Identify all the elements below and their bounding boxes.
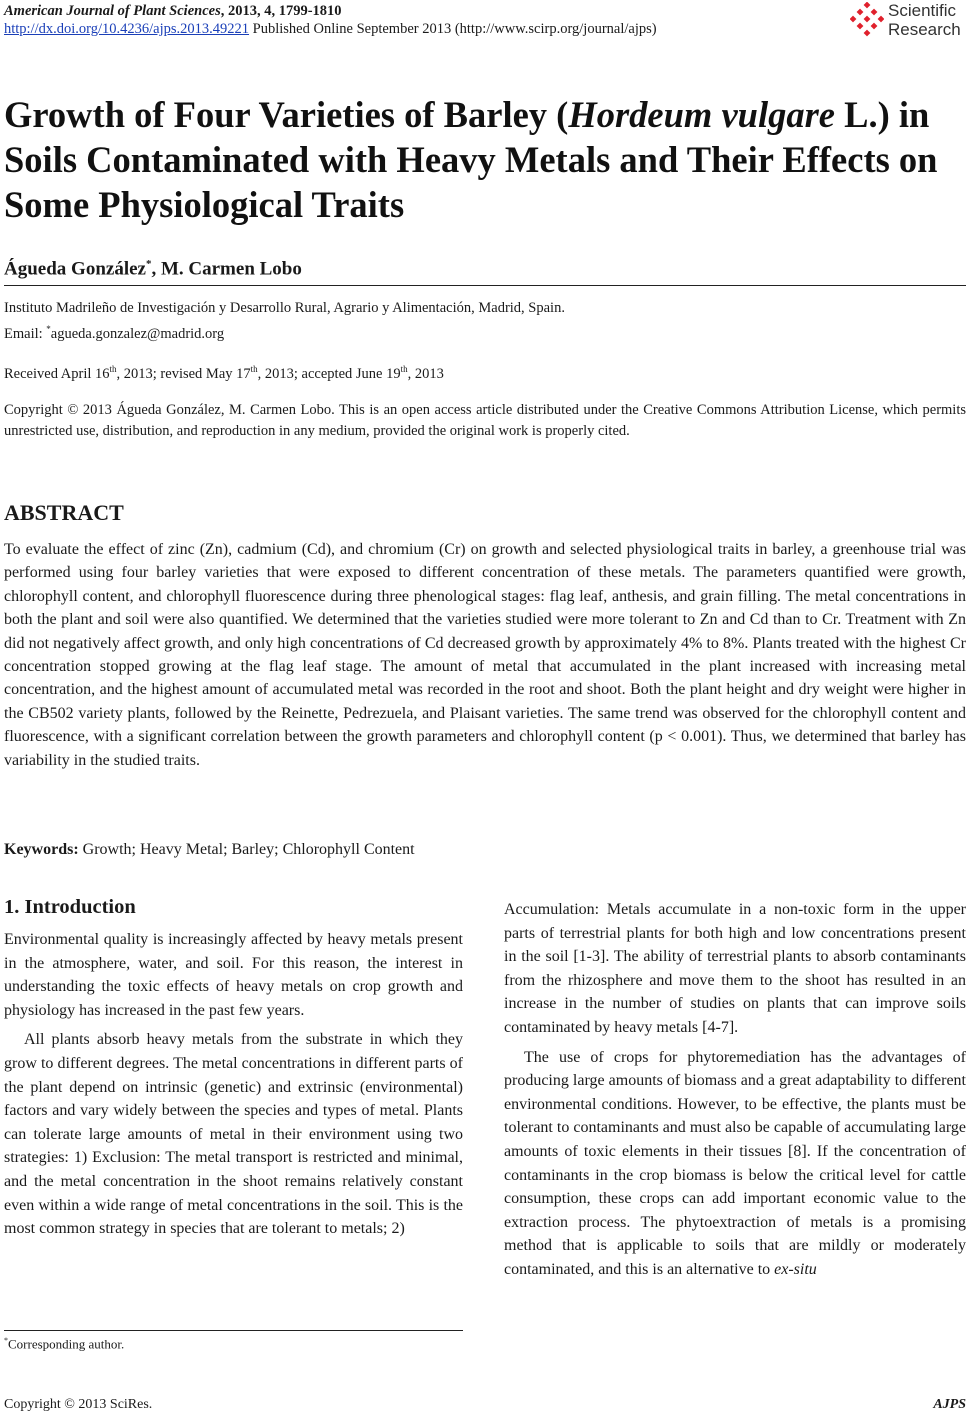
article-dates <box>4 359 444 384</box>
logo-text <box>888 1 961 39</box>
email-address[interactable]: agueda.gonzalez@madrid.org <box>50 325 225 342</box>
published-note: Published Online September 2013 (http://www.scirp.org/journal/ajps) <box>249 21 657 37</box>
affiliation-block <box>4 298 565 345</box>
keywords-line <box>4 838 415 861</box>
footnote-mark: * <box>4 1336 8 1345</box>
accepted-year: , 2013 <box>407 365 444 382</box>
footnote-divider <box>4 1330 463 1331</box>
journal-volume: , 2013, 4, 1799-1810 <box>220 3 342 19</box>
journal-citation <box>4 2 834 20</box>
title-part-1: Growth of Four Varieties of Barley ( <box>4 94 569 135</box>
footnote-text: Corresponding author. <box>8 1336 125 1352</box>
email-label: Email: <box>4 325 47 342</box>
intro-paragraph-4-italic: ex-situ <box>774 1260 817 1278</box>
received-date: Received April 16 <box>4 365 110 382</box>
email-line <box>4 319 565 345</box>
author-1: Águeda González <box>4 258 146 280</box>
footer-journal-abbrev: AJPS <box>933 1397 966 1412</box>
author-2: , M. Carmen Lobo <box>151 258 302 280</box>
corresponding-mark: * <box>145 258 152 270</box>
intro-paragraph-2: All plants absorb heavy metals from the substrate in which they grow to different degrees. The metal concentrations in different parts of the plant depend on intrinsic (genetic) and extrinsic (environmental) factors and vary widely between the species and types of metal. Plants can tolerate large amounts of metal in their environment using two strategies: 1) Exclusion: The metal transport is restricted and minimal, and the metal concentration in the shoot remains relatively constant even within a wide range of metal concentrations in the soil. This is the most common strategy in species that are tolerant to metals; 2) <box>4 1031 463 1238</box>
email-mark: * <box>46 324 51 334</box>
title-part-2: L.) in Soils Contaminated with Heavy Metals and Their Effects on Some Physiological Traits <box>4 94 938 225</box>
footnote <box>4 1336 124 1352</box>
right-column <box>504 898 966 1282</box>
title-species: Hordeum vulgare <box>568 94 835 135</box>
received-ordinal: th <box>109 364 117 374</box>
revised-ordinal: th <box>250 364 258 374</box>
logo-line-2: Research <box>888 20 961 39</box>
author-list <box>4 258 302 280</box>
author-divider <box>4 285 966 286</box>
intro-paragraph-1: Environmental quality is increasingly affected by heavy metals present in the atmosphere, water, and soil. For this reason, the interest in understanding the toxic effects of heavy metals on crop growth and physiology has increased in the past few years. <box>4 931 463 1019</box>
left-column <box>4 893 463 1241</box>
journal-header <box>4 2 834 38</box>
journal-publication-line <box>4 20 834 38</box>
section-heading-introduction: 1. Introduction <box>4 896 136 918</box>
journal-name: American Journal of Plant Sciences <box>4 3 221 19</box>
publisher-logo <box>848 0 968 42</box>
accepted-ordinal: th <box>400 364 408 374</box>
scientific-research-logo-icon <box>850 2 884 38</box>
intro-paragraph-4 <box>504 1046 966 1282</box>
revised-date: , 2013; revised May 17 <box>116 365 251 382</box>
accepted-date: , 2013; accepted June 19 <box>257 365 401 382</box>
abstract-heading: ABSTRACT <box>4 500 124 525</box>
license-statement: Copyright © 2013 Águeda González, M. Carmen Lobo. This is an open access article distributed under the Creative Commons Attribution License, which permits unrestricted use, distribution, and reproduction in any medium, provided the original work is properly cited. <box>4 402 966 439</box>
keywords-list: Growth; Heavy Metal; Barley; Chlorophyll Content <box>78 841 415 858</box>
abstract-text: To evaluate the effect of zinc (Zn), cadmium (Cd), and chromium (Cr) on growth and selected physiological traits in barley, a greenhouse trial was performed using four barley varieties that were exposed to different concentration of these metals. The parameters quantified were growth, chlorophyll content, and chlorophyll fluorescence during three phenological stages: flag leaf, anthesis, and grain filling. The metal concentrations in both the plant and soil were also quantified. We determined that the varieties studied were more tolerant to Zn and Cd than to Cr. Treatment with Zn did not negatively affect growth, and only high concentrations of Cd decreased growth by approximately 4% to 8%. Plants treated with the highest Cr concentration stopped growing at the flag leaf stage. The amount of metal that accumulated in the plant increased with increasing metal concentration, and the highest amount of accumulated metal was recorded in the root and shoot. Both the plant height and dry weight were higher in the CB502 variety plants, followed by the Reinette, Pedrezuela, and Plaisant varieties. The same trend was observed for the chlorophyll content and fluorescence, with a significant correlation between the growth parameters and chlorophyll content (p < 0.001). Thus, we determined that barley has variability in the studied traits. <box>4 541 966 769</box>
article-title <box>4 92 964 227</box>
footer-copyright: Copyright © 2013 SciRes. <box>4 1397 153 1412</box>
keywords-label: Keywords: <box>4 841 79 858</box>
affiliation: Instituto Madrileño de Investigación y Desarrollo Rural, Agrario y Alimentación, Madrid, Spain. <box>4 300 565 316</box>
logo-line-1: Scientific <box>888 1 957 20</box>
intro-paragraph-4-text: The use of crops for phytoremediation has the advantages of producing large amounts of biomass and a great adaptability to different environmental conditions. However, to be effective, the plants must be tolerant to contaminants and must also be capable of accumulating large amounts of toxic elements in their tissues [8]. If the concentration of contaminants in the crop biomass is below the critical level for cattle consumption, these crops can add important economic value to the extraction process. The phytoextraction of metals is a promising method that is applicable to soils that are mildly or moderately contaminated, and this is an alternative to <box>504 1048 966 1278</box>
doi-link[interactable]: http://dx.doi.org/10.4236/ajps.2013.49221 <box>4 21 250 37</box>
intro-paragraph-3: Accumulation: Metals accumulate in a non-toxic form in the upper parts of terrestrial plants for both high and low concentrations present in the soil [1-3]. The ability of terrestrial plants to absorb contaminants from the rhizosphere and move them to the shoot has resulted in an increase in the number of studies on plants that can improve soils contaminated by heavy metals [4-7]. <box>504 901 966 1036</box>
